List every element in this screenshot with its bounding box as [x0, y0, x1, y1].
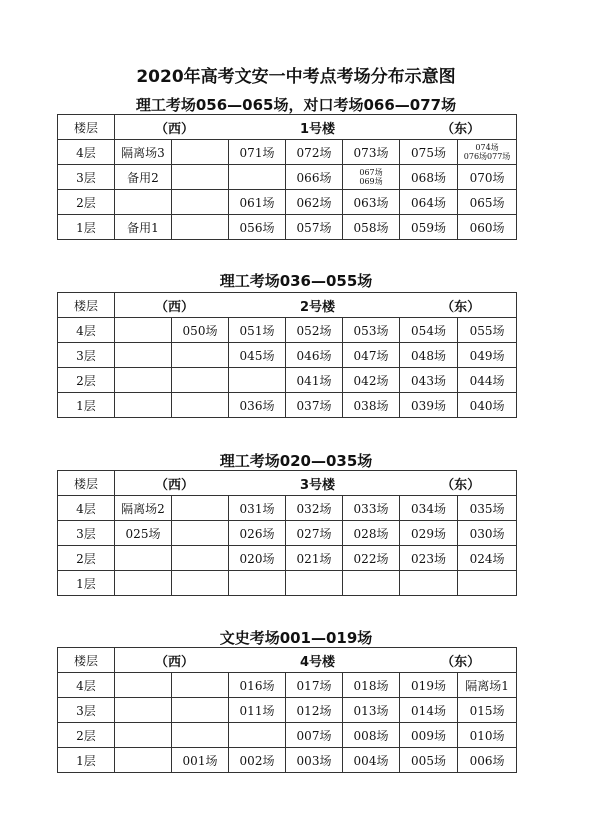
floor-label: 2层 — [58, 190, 115, 215]
floor-label: 2层 — [58, 368, 115, 393]
room-cell: 053场 — [343, 318, 400, 343]
room-cell — [115, 318, 172, 343]
floor-label: 3层 — [58, 165, 115, 190]
floor-label: 1层 — [58, 215, 115, 240]
room-cell — [172, 521, 229, 546]
room-cell: 058场 — [343, 215, 400, 240]
room-cell: 031场 — [229, 496, 286, 521]
west-label: （西） — [155, 477, 195, 493]
room-cell: 055场 — [458, 318, 517, 343]
table-row — [58, 165, 517, 190]
room-cell: 062场 — [286, 190, 343, 215]
room-cell: 037场 — [286, 393, 343, 418]
room-cell — [172, 190, 229, 215]
floor-label: 3层 — [58, 343, 115, 368]
room-cell — [115, 546, 172, 571]
floor-label: 2层 — [58, 546, 115, 571]
room-cell: 059场 — [400, 215, 458, 240]
room-cell — [115, 190, 172, 215]
room-cell — [172, 368, 229, 393]
building-name: 2号楼 — [300, 299, 336, 315]
floor-label: 1层 — [58, 393, 115, 418]
room-cell: 047场 — [343, 343, 400, 368]
room-cell — [172, 215, 229, 240]
room-cell — [172, 673, 229, 698]
room-cell — [115, 571, 172, 596]
table-header-row — [58, 648, 517, 673]
table-header-row — [58, 293, 517, 318]
building-name: 1号楼 — [300, 121, 336, 137]
room-cell: 048场 — [400, 343, 458, 368]
room-cell — [400, 571, 458, 596]
room-cell — [286, 571, 343, 596]
table-row — [58, 723, 517, 748]
room-cell: 016场 — [229, 673, 286, 698]
room-cell: 019场 — [400, 673, 458, 698]
room-cell: 044场 — [458, 368, 517, 393]
building-name: 4号楼 — [300, 654, 336, 670]
building-name: 3号楼 — [300, 477, 336, 493]
room-cell — [343, 571, 400, 596]
room-cell: 051场 — [229, 318, 286, 343]
room-cell: 017场 — [286, 673, 343, 698]
room-cell: 063场 — [343, 190, 400, 215]
east-label: （东） — [441, 654, 481, 670]
room-cell: 备用2 — [115, 165, 172, 190]
room-cell: 001场 — [172, 748, 229, 773]
floor-column-header: 楼层 — [58, 648, 115, 673]
room-cell: 073场 — [343, 140, 400, 165]
room-cell: 009场 — [400, 723, 458, 748]
room-cell — [172, 393, 229, 418]
room-cell: 060场 — [458, 215, 517, 240]
table-row — [58, 571, 517, 596]
room-cell: 074场 076场077场 — [458, 140, 517, 165]
table-row — [58, 368, 517, 393]
room-cell: 070场 — [458, 165, 517, 190]
table-row — [58, 140, 517, 165]
building-subtitle: 文史考场001—019场 — [219, 629, 373, 647]
building-table — [57, 647, 517, 773]
room-cell: 056场 — [229, 215, 286, 240]
east-label: （东） — [441, 477, 481, 493]
floor-label: 3层 — [58, 521, 115, 546]
room-cell — [115, 343, 172, 368]
room-cell: 隔离场1 — [458, 673, 517, 698]
room-cell: 046场 — [286, 343, 343, 368]
room-cell: 038场 — [343, 393, 400, 418]
room-cell: 057场 — [286, 215, 343, 240]
room-cell — [172, 343, 229, 368]
room-cell: 011场 — [229, 698, 286, 723]
table-row — [58, 521, 517, 546]
room-cell: 005场 — [400, 748, 458, 773]
room-cell: 041场 — [286, 368, 343, 393]
room-cell: 049场 — [458, 343, 517, 368]
room-cell — [172, 723, 229, 748]
table-row — [58, 673, 517, 698]
room-cell — [172, 165, 229, 190]
room-cell: 013场 — [343, 698, 400, 723]
room-cell: 002场 — [229, 748, 286, 773]
building-table — [57, 470, 517, 596]
room-cell — [172, 698, 229, 723]
west-label: （西） — [155, 121, 195, 137]
room-cell: 029场 — [400, 521, 458, 546]
floor-label: 2层 — [58, 723, 115, 748]
room-cell: 071场 — [229, 140, 286, 165]
room-cell: 032场 — [286, 496, 343, 521]
floor-label: 1层 — [58, 748, 115, 773]
room-cell: 隔离场2 — [115, 496, 172, 521]
floor-label: 4层 — [58, 673, 115, 698]
building-subtitle: 理工考场036—055场 — [219, 272, 373, 290]
room-cell — [172, 140, 229, 165]
room-cell — [172, 571, 229, 596]
room-cell: 075场 — [400, 140, 458, 165]
floor-column-header: 楼层 — [58, 471, 115, 496]
page-title: 2020年高考文安一中考点考场分布示意图 — [136, 67, 456, 87]
east-label: （东） — [441, 299, 481, 315]
room-cell: 024场 — [458, 546, 517, 571]
room-cell: 隔离场3 — [115, 140, 172, 165]
room-cell — [229, 571, 286, 596]
table-row — [58, 343, 517, 368]
room-cell: 043场 — [400, 368, 458, 393]
room-cell: 006场 — [458, 748, 517, 773]
room-cell — [115, 368, 172, 393]
building-subtitle: 理工考场056—065场，对口考场066—077场 — [135, 96, 457, 114]
floor-label: 4层 — [58, 318, 115, 343]
floor-column-header: 楼层 — [58, 293, 115, 318]
room-cell: 022场 — [343, 546, 400, 571]
floor-label: 1层 — [58, 571, 115, 596]
floor-label: 4层 — [58, 140, 115, 165]
room-cell — [115, 393, 172, 418]
room-cell: 020场 — [229, 546, 286, 571]
room-cell: 025场 — [115, 521, 172, 546]
room-cell: 066场 — [286, 165, 343, 190]
room-cell: 034场 — [400, 496, 458, 521]
room-cell: 014场 — [400, 698, 458, 723]
table-row — [58, 698, 517, 723]
room-cell: 054场 — [400, 318, 458, 343]
room-cell: 045场 — [229, 343, 286, 368]
room-cell: 033场 — [343, 496, 400, 521]
room-cell: 026场 — [229, 521, 286, 546]
room-cell — [115, 748, 172, 773]
room-cell: 040场 — [458, 393, 517, 418]
room-cell: 008场 — [343, 723, 400, 748]
building-table — [57, 114, 517, 240]
room-cell: 021场 — [286, 546, 343, 571]
room-cell — [172, 546, 229, 571]
building-header — [115, 115, 517, 140]
room-cell — [172, 496, 229, 521]
room-cell: 018场 — [343, 673, 400, 698]
room-cell: 052场 — [286, 318, 343, 343]
room-cell: 028场 — [343, 521, 400, 546]
building-subtitle: 理工考场020—035场 — [219, 452, 373, 470]
room-cell: 039场 — [400, 393, 458, 418]
room-cell: 065场 — [458, 190, 517, 215]
table-header-row — [58, 471, 517, 496]
room-cell — [115, 673, 172, 698]
room-cell: 064场 — [400, 190, 458, 215]
room-cell: 备用1 — [115, 215, 172, 240]
room-cell: 003场 — [286, 748, 343, 773]
room-cell: 027场 — [286, 521, 343, 546]
floor-column-header: 楼层 — [58, 115, 115, 140]
table-row — [58, 190, 517, 215]
room-cell: 007场 — [286, 723, 343, 748]
floor-label: 4层 — [58, 496, 115, 521]
table-header-row — [58, 115, 517, 140]
room-cell: 067场 069场 — [343, 165, 400, 190]
room-cell — [115, 698, 172, 723]
west-label: （西） — [155, 654, 195, 670]
table-row — [58, 496, 517, 521]
room-cell: 010场 — [458, 723, 517, 748]
room-cell: 061场 — [229, 190, 286, 215]
room-cell: 072场 — [286, 140, 343, 165]
room-cell — [229, 723, 286, 748]
room-cell — [458, 571, 517, 596]
room-cell: 004场 — [343, 748, 400, 773]
room-cell: 023场 — [400, 546, 458, 571]
table-row — [58, 393, 517, 418]
room-cell — [229, 165, 286, 190]
east-label: （东） — [441, 121, 481, 137]
table-row — [58, 546, 517, 571]
building-header — [115, 648, 517, 673]
room-cell: 042场 — [343, 368, 400, 393]
room-cell — [229, 368, 286, 393]
room-cell: 068场 — [400, 165, 458, 190]
table-row — [58, 318, 517, 343]
west-label: （西） — [155, 299, 195, 315]
room-cell — [115, 723, 172, 748]
room-cell: 030场 — [458, 521, 517, 546]
building-header — [115, 293, 517, 318]
building-header — [115, 471, 517, 496]
room-cell: 012场 — [286, 698, 343, 723]
room-cell: 015场 — [458, 698, 517, 723]
room-cell: 035场 — [458, 496, 517, 521]
table-row — [58, 748, 517, 773]
floor-label: 3层 — [58, 698, 115, 723]
building-table — [57, 292, 517, 418]
room-cell: 050场 — [172, 318, 229, 343]
table-row — [58, 215, 517, 240]
room-cell: 036场 — [229, 393, 286, 418]
